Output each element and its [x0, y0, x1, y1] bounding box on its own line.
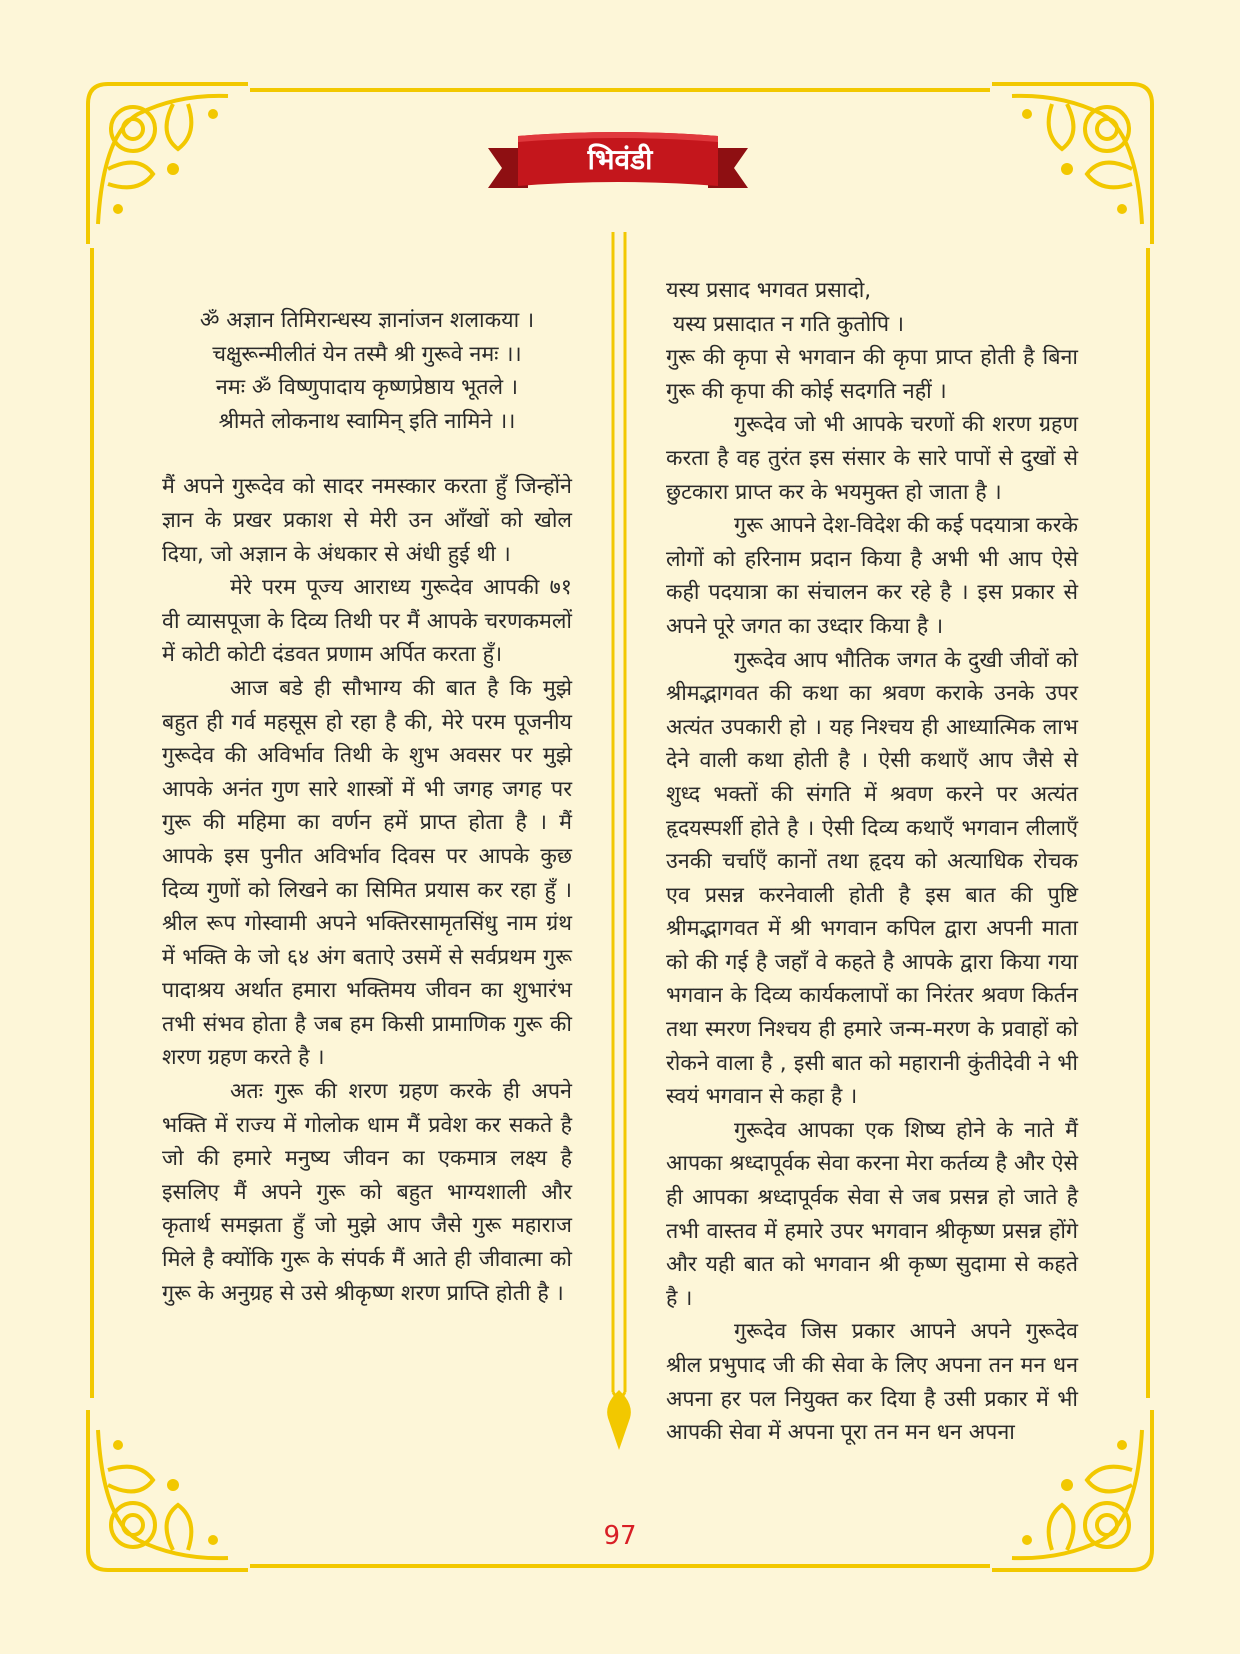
bottom-border-line [250, 1564, 990, 1568]
invocation-shloka [162, 304, 572, 438]
paragraph: गुरू आपने देश-विदेश की कई पदयात्रा करके लोगों को हरिनाम प्रदान किया है अभी भी आप ऐसे कही पदयात्रा का संचालन कर रहे है । इस प्रकार से अपने पूरे जगत का उध्दार किया है । [666, 513, 1078, 639]
left-text-column [162, 304, 572, 1310]
corner-ornament-bottom-left-icon [78, 1400, 258, 1580]
page-number: 97 [603, 1521, 637, 1551]
right-text-column [666, 274, 1078, 1450]
paragraph: अतः गुरू की शरण ग्रहण करके ही अपने भक्ति में राज्य में गोलोक धाम मैं प्रवेश कर सकते है जो की हमारे मनुष्य जीवन का एकमात्र लक्ष्य है इसलिए मैं अपने गुरू को बहुत भाग्यशाली और कृतार्थ समझता हुँ जो मुझे आप जैसे गुरू महाराज मिले है क्योंकि गुरू के संपर्क मैं आते ही जीवात्मा को गुरू के अनुग्रह से उसे श्रीकृष्ण शरण प्राप्ति होती है । [162, 1079, 572, 1306]
right-border-line [1146, 248, 1150, 1398]
shloka-line: श्रीमते लोकनाथ स्वामिन् इति नामिने ।। [218, 408, 516, 434]
shloka-line: चक्षुरून्मीलीतं येन तस्मै श्री गुरूवे नमः ।। [212, 341, 522, 367]
corner-ornament-top-left-icon [78, 74, 258, 254]
paragraph: मैं अपने गुरूदेव को सादर नमस्कार करता हुँ जिन्होंने ज्ञान के प्रखर प्रकाश से मेरी उन आँखों को खोल दिया, जो अज्ञान के अंधकार से अंधी हुई थी । [162, 474, 572, 567]
paragraph: गुरूदेव आपका एक शिष्य होने के नाते मैं आपका श्रध्दापूर्वक सेवा करना मेरा कर्तव्य है और ऐसे ही आपका श्रध्दापूर्वक सेवा से जब प्रसन्न हो जाते है तभी वास्तव में हमारे उपर भगवान श्रीकृष्ण प्रसन्न होंगे और यही बात को भगवान श्री कृष्ण सुदामा से कहते है । [666, 1117, 1078, 1311]
shloka-line: नमः ॐ विष्णुपादाय कृष्णप्रेष्ठाय भूतले । [215, 375, 519, 401]
top-border-line [250, 88, 990, 92]
corner-ornament-top-right-icon [982, 74, 1162, 254]
page-title: भिवंडी [587, 143, 653, 176]
left-border-line [90, 248, 94, 1398]
paragraph: मेरे परम पूज्य आराध्य गुरूदेव आपकी ७१ वी व्यासपूजा के दिव्य तिथी पर मैं आपके चरणकमलों में कोटी कोटी दंडवत प्रणाम अर्पित करता हुँ। [162, 575, 572, 668]
paragraph: गुरू की कृपा से भगवान की कृपा प्राप्त होती है बिना गुरू की कृपा की कोई सदगति नहीं । [666, 345, 1078, 404]
shloka-line: ॐ अज्ञान तिमिरान्धस्य ज्ञानांजन शलाकया । [199, 308, 535, 333]
verse-line: यस्य प्रसादात न गति कुतोपि । [666, 311, 905, 337]
paragraph: गुरूदेव जो भी आपके चरणों की शरण ग्रहण करता है वह तुरंत इस संसार के सारे पापों से दुखों से छुटकारा प्राप्त कर के भयमुक्त हो जाता है । [666, 412, 1078, 505]
paragraph: गुरूदेव आप भौतिक जगत के दुखी जीवों को श्रीमद्भागवत की कथा का श्रवण कराके उनके उपर अत्यंत उपकारी हो । यह निश्चय ही आध्यात्मिक लाभ देने वाली कथा होती है । ऐसी कथाएँ आप जैसे से शुध्द भक्तों की संगति में श्रवण करने पर अत्यंत हृदयस्पर्शी होते है । ऐसी दिव्य कथाएँ भगवान लीलाएँ उनकी चर्चाएँ कानों तथा हृदय को अत्याधिक रोचक एव प्रसन्न करनेवाली होती है इस बात की पुष्टि श्रीमद्भागवत में श्री भगवान कपिल द्वारा अपनी माता को की गई है जहाँ वे कहते है आपके द्वारा किया गया भगवान के दिव्य कार्यकलापों का निरंतर श्रवण किर्तन तथा स्मरण निश्चय ही हमारे जन्म-मरण के प्रवाहों को रोकने वाला है , इसी बात को महारानी कुंतीदेवी ने भी स्वयं भगवान से कहा है । [666, 647, 1078, 1110]
verse-line: यस्य प्रसाद भगवत प्रसादो, [666, 278, 872, 303]
paragraph: गुरूदेव जिस प्रकार आपने अपने गुरूदेव श्रील प्रभुपाद जी की सेवा के लिए अपना तन मन धन अपना हर पल नियुक्त कर दिया है उसी प्रकार में भी आपकी सेवा में अपना पूरा तन मन धन अपना [666, 1319, 1078, 1446]
paragraph: आज बडे ही सौभाग्य की बात है कि मुझे बहुत ही गर्व महसूस हो रहा है की, मेरे परम पूजनीय गुरूदेव की अविर्भाव तिथी के शुभ अवसर पर मुझे आपके अनंत गुण सारे शास्त्रों में भी जगह जगह पर गुरू की महिमा का वर्णन हमें प्राप्त होता है । मैं आपके इस पुनीत अविर्भाव दिवस पर आपके कुछ दिव्य गुणों को लिखने का सिमित प्रयास कर रहा हुँ । श्रील रूप गोस्वामी अपने भक्तिरसामृतसिंधु नाम ग्रंथ में भक्ति के जो ६४ अंग बताऐ उसमें से सर्वप्रथम गुरू पादाश्रय अर्थात हमारा भक्तिमय जीवन का शुभारंभ तभी संभव होता है जब हम किसी प्रामाणिक गुरू की शरण ग्रहण करते है । [162, 675, 572, 1071]
center-column-divider [594, 232, 644, 1472]
